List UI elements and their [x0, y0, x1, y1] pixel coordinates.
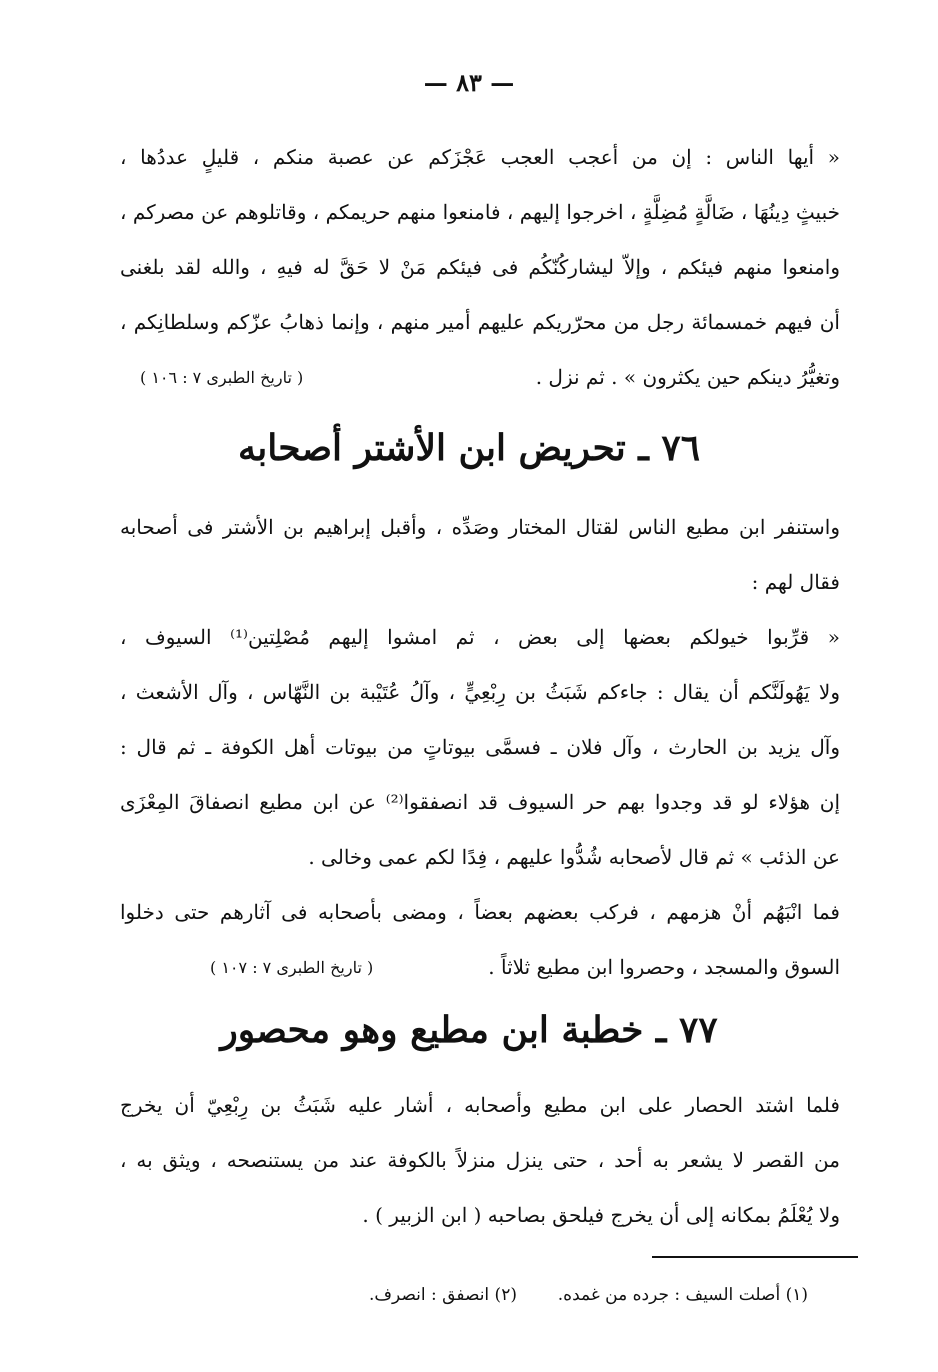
text-line: إن هؤلاء لو قد وجدوا بهم حر السيوف قد انصفقوا⁽²⁾ عن ابن مطيع انصفاقَ المِعْزَى: [120, 790, 840, 814]
text-line: أن فيهم خمسمائة رجل من محرّريكم عليهم أمير منهم ، وإنما ذهابُ عزّكم وسلطانِكم ،: [120, 310, 840, 334]
footnotes: [120, 1280, 808, 1310]
footnote-divider: [652, 1256, 858, 1258]
text-line: وامنعوا منهم فيئكم ، وإلاّ ليشاركُنّكُم فى فيئكم مَنْ لا حَقَّ له فيهِ ، والله لقد بلغنى: [120, 255, 840, 279]
section-77-body: [120, 1078, 840, 1243]
text-line-with-citation: [120, 350, 840, 405]
text-line-with-citation: [120, 940, 840, 995]
footnote-1: (١) أصلت السيف : جرده من غمده.: [557, 1285, 808, 1305]
citation: ( تاريخ الطبرى ٧ : ١٠٦ ): [140, 368, 304, 387]
section-heading-76: ٧٦ ـ تحريض ابن الأشتر أصحابه: [237, 427, 701, 469]
text-line: فما انْبَهُم أنْ هزمهم ، فركب بعضهم بعضاً ، ومضى بأصحابه فى آثارهم حتى دخلوا: [120, 900, 840, 924]
text-line: من القصر لا يشعر به أحد ، حتى ينزل منزلاً بالكوفة عند من يستنصحه ، ويثق به ،: [120, 1148, 840, 1172]
text-line: السوق والمسجد ، وحصروا ابن مطيع ثلاثاً .: [488, 955, 840, 979]
text-line: « قرِّبوا خيولكم بعضها إلى بعض ، ثم امشوا إليهم مُصْلِتين⁽¹⁾ السيوف ،: [120, 625, 840, 649]
text-line: فقال لهم :: [751, 570, 840, 594]
intro-speech: [120, 130, 840, 405]
section-76-body: [120, 500, 840, 995]
text-line: « أيها الناس : إن من أعجب العجب عَجْزَكم عن عصبة منكم ، قليلٍ عددُها ،: [120, 145, 840, 169]
footnote-2: (٢) انصفق : انصرف.: [369, 1285, 517, 1305]
text-line: خبيثٍ دِينُهَا ، ضَالَّةٍ مُضِلَّةٍ ، اخرجوا إليهم ، فامنعوا منهم حريمكم ، وقاتلوهم عن مصركم ،: [120, 200, 840, 224]
page-number: — ٨٣ —: [423, 68, 515, 97]
text-line: ولا يُعْلَمُ بمكانه إلى أن يخرج فيلحق بصاحبه ( ابن الزبير ) .: [362, 1203, 840, 1227]
text-line: فلما اشتد الحصار على ابن مطيع وأصحابه ، أشار عليه شَبَثُ بن رِبْعِيّ أن يخرج: [120, 1093, 840, 1117]
text-line: عن الذئب » ثم قال لأصحابه شُدُّوا عليهم ، فِدًا لكم عمى وخالى .: [308, 845, 840, 869]
section-heading-77: ٧٧ ـ خطبة ابن مطيع وهو محصور: [220, 1009, 718, 1051]
text-line: وآل يزيد بن الحارث ، وآل فلان ـ فسمَّى بيوتاتٍ من بيوتات أهل الكوفة ـ ثم قال :: [120, 735, 840, 759]
text-line: وتغيُّرُ دينكم حين يكثرون » . ثم نزل .: [535, 365, 840, 389]
text-line: ولا يَهُولَنَّكم أن يقال : جاءكم شَبَثُ بن رِبْعِيٍّ ، وآلُ عُتَيْبة بن النَّهّاس ، وآل الأشعث ،: [120, 680, 840, 704]
citation: ( تاريخ الطبرى ٧ : ١٠٧ ): [210, 958, 374, 977]
text-line: واستنفر ابن مطيع الناس لقتال المختار وصَدِّه ، وأقبل إبراهيم بن الأشتر فى أصحابه: [120, 515, 840, 539]
